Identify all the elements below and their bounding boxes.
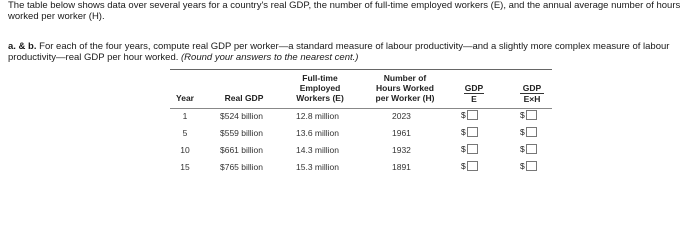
row3-real-gdp: $661 billion	[220, 145, 264, 155]
row2-year: 5	[182, 128, 188, 138]
header-workers	[288, 73, 352, 103]
row3-gdp-per-hour-input[interactable]	[526, 144, 537, 154]
header-workers-line2: Employed	[299, 83, 341, 93]
row4-year: 15	[180, 162, 190, 172]
rounding-note: (Round your answers to the nearest cent.)	[181, 52, 359, 63]
row1-workers: 12.8 million	[296, 111, 339, 121]
header-workers-line1: Full-time	[302, 73, 338, 83]
row3-gdp-per-hour-field	[520, 144, 537, 154]
row1-gdp-per-hour-field	[520, 110, 537, 120]
row4-gdp-per-hour-field	[520, 161, 537, 171]
row3-gdp-per-worker-input[interactable]	[467, 144, 478, 154]
row1-gdp-per-worker-field	[461, 110, 478, 120]
row4-workers: 15.3 million	[296, 162, 339, 172]
row4-gdp-exh-currency: $	[520, 161, 525, 171]
row3-gdp-e-currency: $	[461, 144, 466, 154]
question-text	[8, 41, 694, 63]
row1-hours: 2023	[392, 111, 411, 121]
row1-gdp-e-currency: $	[461, 110, 466, 120]
header-real-gdp: Real GDP	[224, 93, 264, 103]
table-top-rule	[170, 69, 552, 70]
header-hours	[365, 73, 445, 103]
row1-gdp-per-hour-input[interactable]	[526, 110, 537, 120]
header-hours-line1: Number of	[383, 73, 427, 83]
row4-gdp-per-worker-field	[461, 161, 478, 171]
row2-gdp-per-worker-field	[461, 127, 478, 137]
row2-gdp-per-worker-input[interactable]	[467, 127, 478, 137]
header-workers-line3: Workers (E)	[296, 93, 344, 103]
row2-real-gdp: $559 billion	[220, 128, 264, 138]
row2-gdp-e-currency: $	[461, 127, 466, 137]
header-hours-line3: per Worker (H)	[375, 93, 435, 103]
row4-gdp-e-currency: $	[461, 161, 466, 171]
row4-real-gdp: $765 billion	[220, 162, 264, 172]
row3-workers: 14.3 million	[296, 145, 339, 155]
row2-gdp-per-hour-field	[520, 127, 537, 137]
header-gdp-per-worker	[456, 83, 492, 104]
row2-workers: 13.6 million	[296, 128, 339, 138]
header-year: Year	[176, 93, 194, 103]
header-hours-line2: Hours Worked	[376, 83, 434, 93]
row3-gdp-exh-currency: $	[520, 144, 525, 154]
row4-hours: 1891	[392, 162, 411, 172]
intro-text: The table below shows data over several years for a country's real GDP, the number of full-time employed workers (E), and the annual average number of hours worked per worker (H).	[8, 0, 681, 22]
data-table	[160, 62, 552, 182]
row1-year: 1	[182, 111, 188, 121]
header-gdp-exh-den: E×H	[523, 94, 541, 104]
header-gdp-exh-num: GDP	[522, 83, 542, 93]
question-body: For each of the four years, compute real GDP per worker—a standard measure of labour productivity—and a slightly more complex measure of labour productivity—real GDP per hour worked.	[8, 41, 670, 63]
row1-gdp-per-worker-input[interactable]	[467, 110, 478, 120]
header-gdp-e-den: E	[471, 94, 477, 104]
row4-gdp-per-worker-input[interactable]	[467, 161, 478, 171]
header-bottom-rule	[170, 108, 552, 109]
header-gdp-per-hour	[512, 83, 552, 104]
row3-gdp-per-worker-field	[461, 144, 478, 154]
row1-real-gdp: $524 billion	[220, 111, 264, 121]
row3-hours: 1932	[392, 145, 411, 155]
row1-gdp-exh-currency: $	[520, 110, 525, 120]
row2-gdp-per-hour-input[interactable]	[526, 127, 537, 137]
row2-gdp-exh-currency: $	[520, 127, 525, 137]
header-gdp-e-num: GDP	[464, 83, 484, 93]
row3-year: 10	[180, 145, 190, 155]
row2-hours: 1961	[392, 128, 411, 138]
row4-gdp-per-hour-input[interactable]	[526, 161, 537, 171]
question-label: a. & b.	[8, 41, 37, 52]
